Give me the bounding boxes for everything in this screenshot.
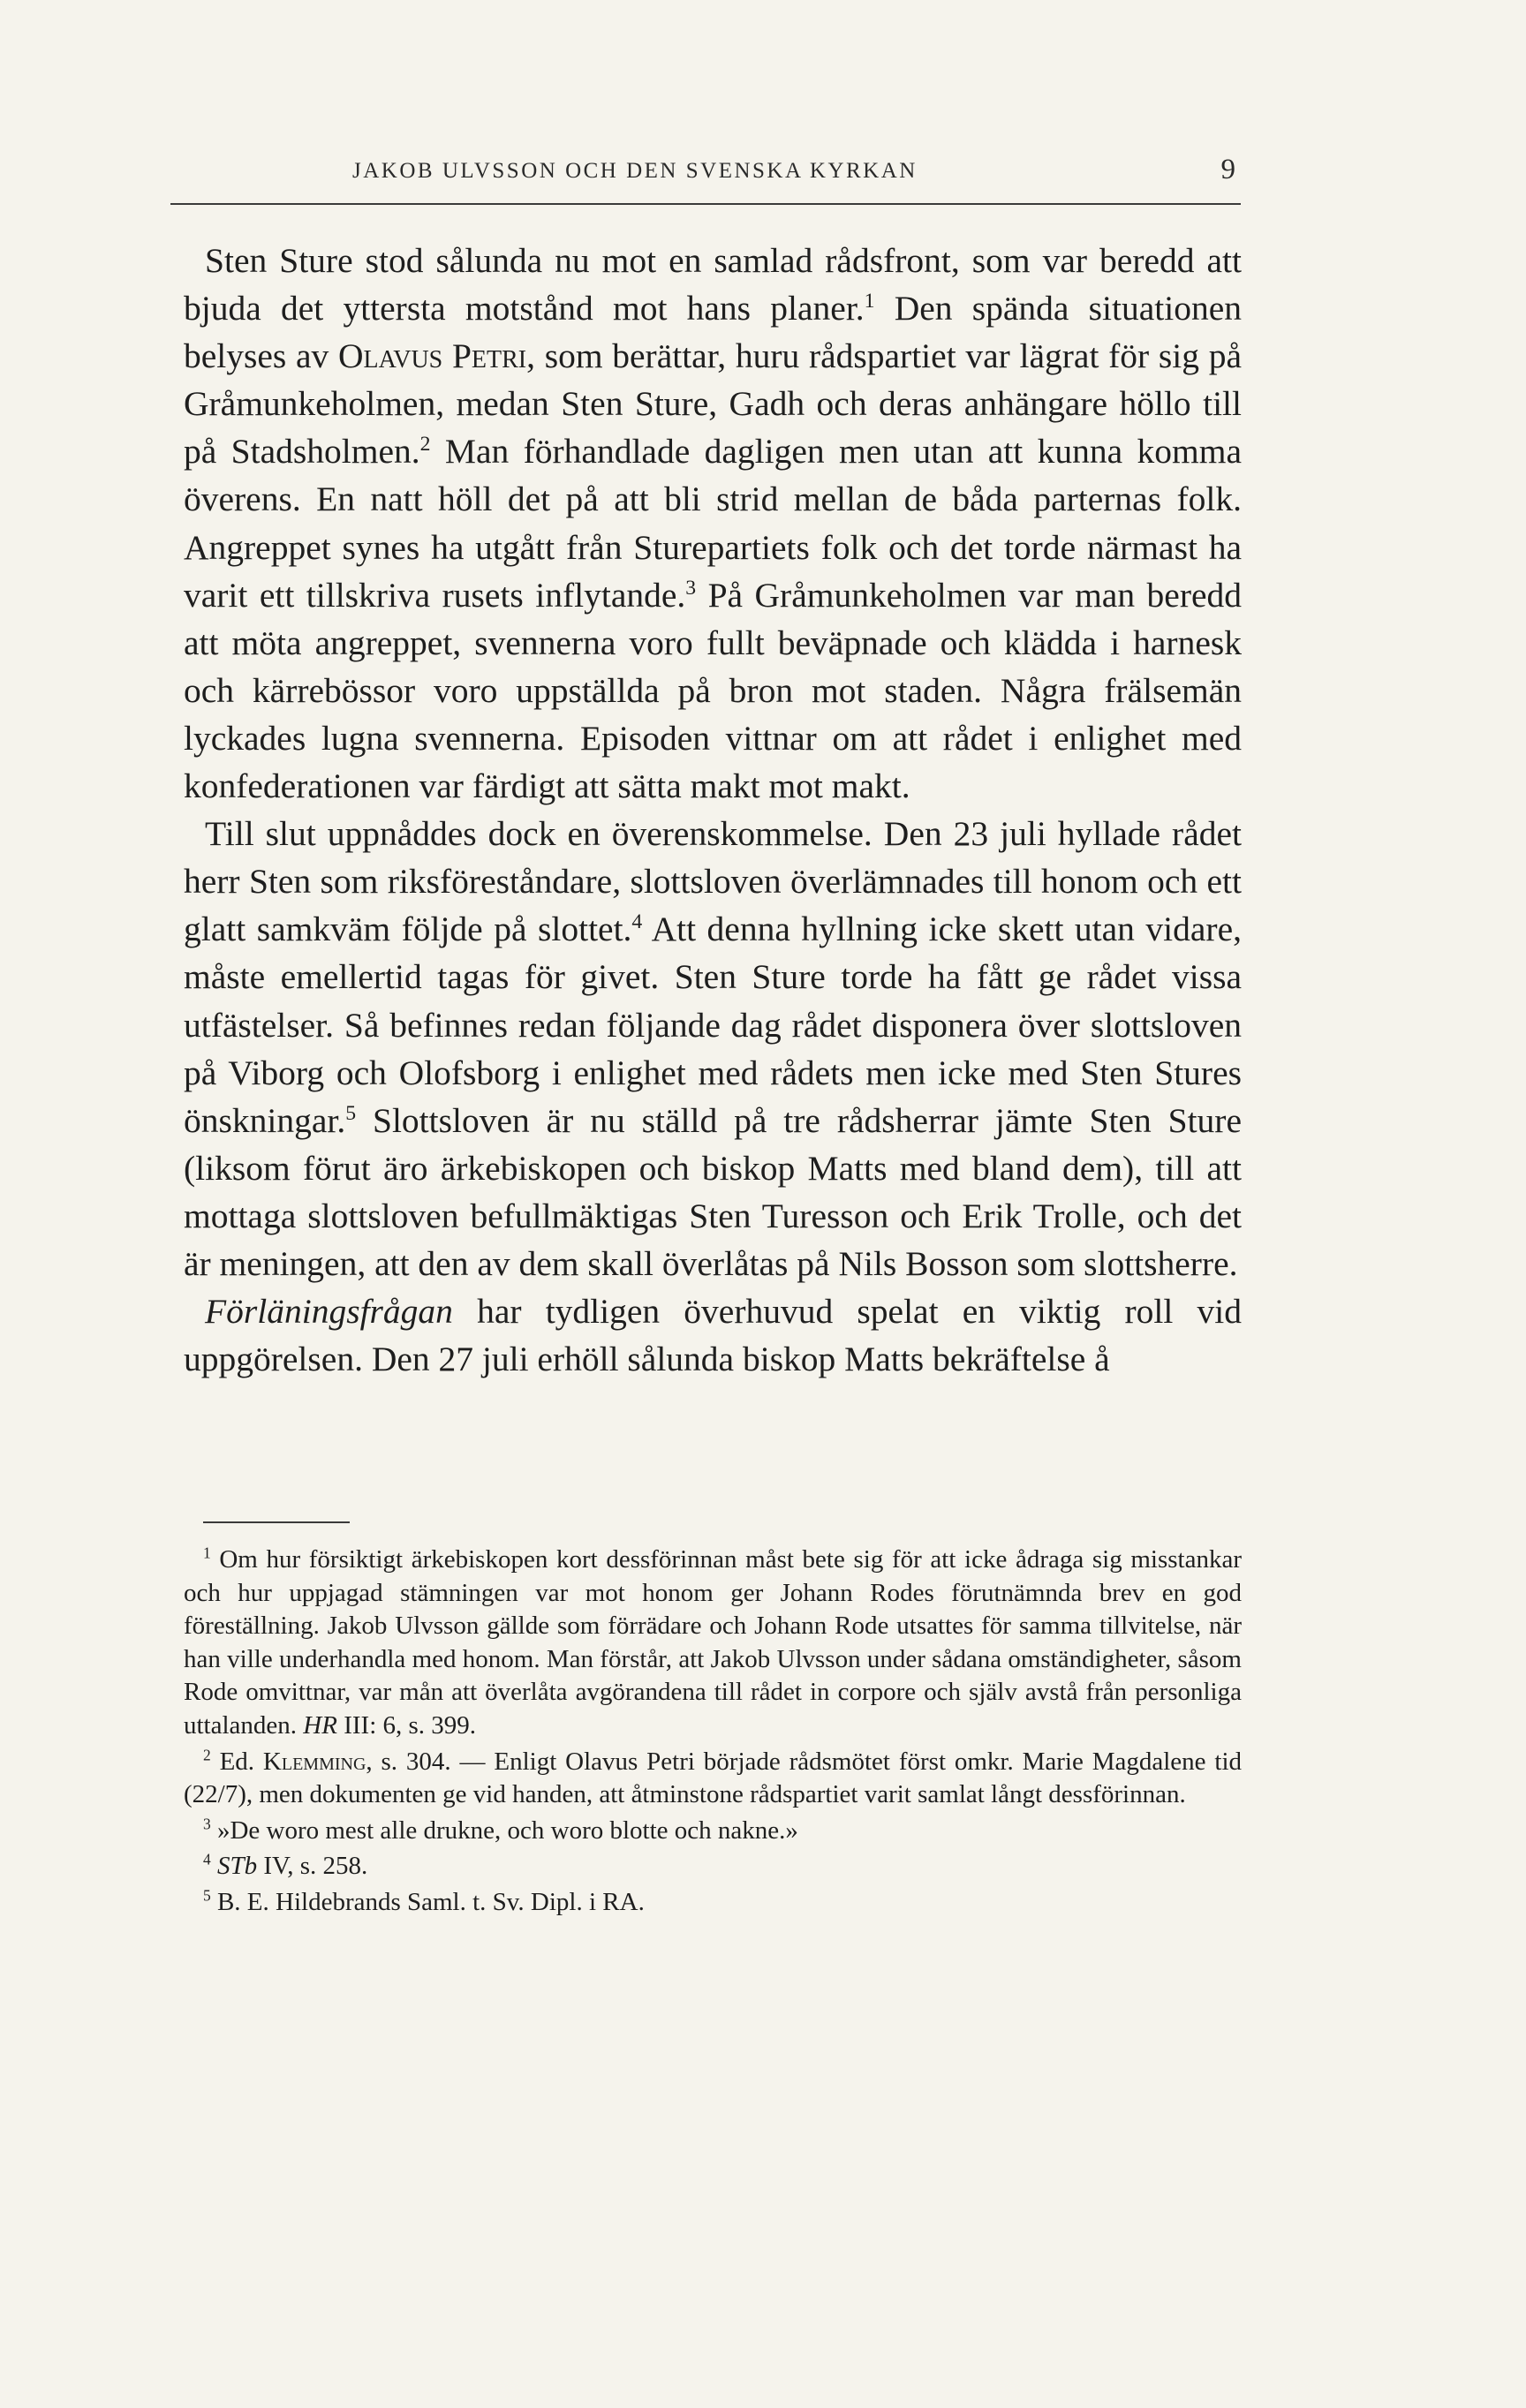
footnote-number: 1 (203, 1544, 211, 1562)
paragraph-1 (184, 237, 1242, 810)
text-run: Den spända situationen belyses av (184, 289, 1243, 376)
author-name: Klemming (262, 1747, 366, 1776)
footnote-text: »De woro mest alle drukne, och woro blotte och nakne.» (210, 1815, 798, 1845)
footnote-3 (184, 1815, 1242, 1848)
text-run: , som berättar, huru rådspartiet var lägrat för sig på Gråmunkeholmen, medan Sten Sture, Gadh och deras anhängare höllo till på Stadsholmen. (184, 336, 1242, 472)
text-run: Till slut uppnåddes dock en överenskommelse. Den 23 juli hyllade rådet herr Sten som riksföreståndare, slottsloven överlämnades till honom och ett glatt samkväm följde på slottet. (184, 814, 1242, 949)
footnote-marker-3: 3 (685, 576, 697, 600)
footnote-5 (184, 1886, 1242, 1920)
page-number: 9 (1220, 154, 1235, 185)
footnotes (184, 1544, 1242, 1920)
footnote-number: 4 (203, 1850, 211, 1868)
footnote-1 (184, 1544, 1242, 1743)
text-run: Att denna hyllning icke skett utan vidare, måste emellertid tagas för givet. Sten Sture torde ha fått ge rådet vissa utfästelser. Så befinnes redan följande dag rådet disponera över slottsloven på Viborg och Olofsborg i enlighet med rådets men icke med Sten Stures önskningar. (184, 910, 1242, 1140)
text-run: Slottsloven är nu ställd på tre rådsherrar jämte Sten Sture (liksom förut äro ärkebiskopen och biskop Matts med bland dem), till att mottaga slottsloven befullmäktigas Sten Turesson och Erik Trolle, och det är meningen, att den av dem skall överlåtas på Nils Bosson som slottsherre. (184, 1100, 1242, 1283)
text-run: Man förhandlade dagligen men utan att kunna komma överens. En natt höll det på att bli strid mellan de båda parternas folk. Angreppet synes ha utgått från Sturepartiets folk och det torde närmast ha varit ett tillskriva rusets inflytande. (184, 432, 1242, 615)
footnote-text: III: 6, s. 399. (336, 1710, 477, 1740)
footnote-marker-1: 1 (864, 289, 875, 313)
footnote-text: B. E. Hildebrands Saml. t. Sv. Dipl. i RA. (210, 1887, 645, 1916)
body-text (184, 237, 1242, 1383)
source-abbreviation: HR (303, 1710, 337, 1740)
footnote-number: 2 (203, 1745, 211, 1763)
header-rule (170, 203, 1241, 205)
footnote-text: Ed. (210, 1747, 263, 1776)
footnote-marker-5: 5 (345, 1101, 357, 1125)
italic-term: Förläningsfrågan (205, 1292, 453, 1332)
footnote-2 (184, 1746, 1242, 1812)
author-name: Olavus Petri (337, 336, 527, 376)
footnote-text (211, 1852, 217, 1880)
paragraph-3 (184, 1287, 1242, 1383)
footnote-text: IV, s. 258. (257, 1852, 368, 1881)
text-run: Sten Sture stod sålunda nu mot en samlad rådsfront, som var beredd att bjuda det yttersta motstånd mot hans planer. (184, 241, 1242, 328)
footnote-rule (203, 1521, 350, 1523)
running-head (170, 152, 1241, 205)
source-abbreviation: STb (216, 1852, 258, 1881)
running-head-title: JAKOB ULVSSON OCH DEN SVENSKA KYRKAN (352, 159, 918, 183)
footnote-text: , s. 304. — Enligt Olavus Petri började rådsmötet först omkr. Marie Magdalene tid (22/7), men dokumenten ge vid handen, att åtminstone rådspartiet varit samlat långt dessförinnan. (184, 1747, 1243, 1809)
text-run: På Gråmunkeholmen var man beredd att möta angreppet, svennerna voro fullt beväpnade och klädda i harnesk och kärrebössor voro uppställda på bron mot staden. Några frälsemän lyckades lugna svennerna. Episoden vittnar om att rådet i enlighet med konfederationen var färdigt att sätta makt mot makt. (184, 575, 1242, 806)
footnote-number: 5 (203, 1886, 211, 1905)
paragraph-2 (184, 810, 1242, 1287)
footnote-marker-4: 4 (631, 910, 643, 934)
footnote-4 (184, 1850, 1242, 1883)
text-run: har tydligen överhuvud spelat en viktig roll vid uppgörelsen. Den 27 juli erhöll sålunda biskop Matts bekräftelse å (184, 1292, 1242, 1379)
footnote-number: 3 (203, 1815, 211, 1833)
footnote-text: Om hur försiktigt ärkebiskopen kort dessförinnan måst bete sig för att icke ådraga sig misstankar och hur uppjagad stämningen var mot honom ger Johann Rodes förutnämnda brev en god föreställning. Jakob Ulvsson gällde som förrädare och Johann Rode utsattes för samma tillvitelse, när han ville underhandla med honom. Man förstår, att Jakob Ulvsson under sådana omständigheter, såsom Rode omvittnar, var mån att överlåta avgörandena till rådet in corpore och själv avstå från personliga uttalanden. (184, 1545, 1242, 1740)
footnote-marker-2: 2 (419, 433, 431, 457)
